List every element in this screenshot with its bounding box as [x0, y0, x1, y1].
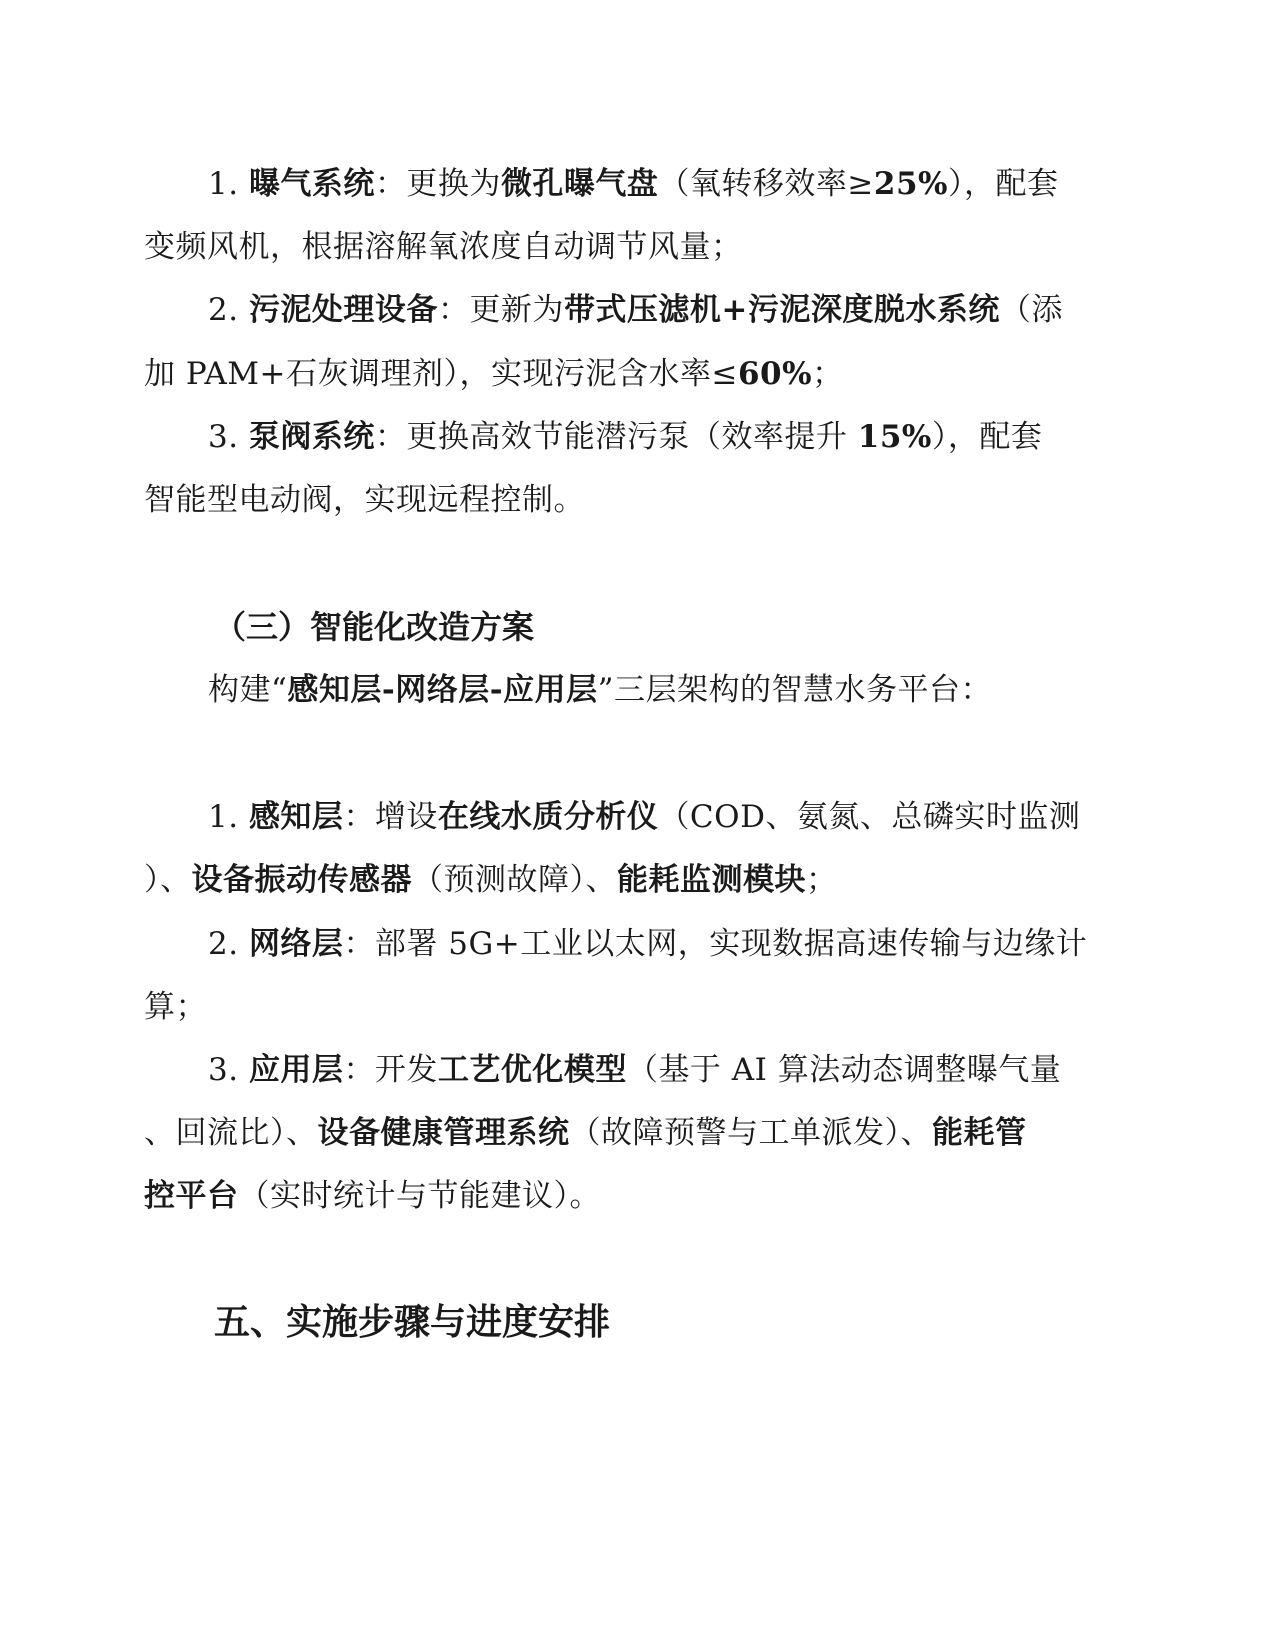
list-number: 1. — [208, 166, 249, 202]
list-number: 3. — [208, 1052, 249, 1088]
text: 、回流比）、 — [144, 1115, 318, 1151]
paragraph-application-line3 — [144, 1174, 1275, 1218]
term-aeration-system: 曝气系统 — [248, 166, 375, 202]
paragraph-aeration-line2 — [144, 225, 1275, 269]
text: ：增设 — [343, 799, 438, 835]
text: （实时统计与节能建议）。 — [238, 1178, 601, 1214]
chapter-heading: 五、实施步骤与进度安排 — [214, 1301, 611, 1343]
term-network-layer: 网络层 — [248, 926, 344, 962]
text: （预测故障）、 — [412, 862, 617, 898]
text: （氧转移效率≥ — [658, 166, 874, 202]
term-equipment-health-system: 设备健康管理系统 — [317, 1115, 570, 1151]
term-vibration-sensor: 设备振动传感器 — [191, 862, 412, 898]
text: （基于 AI 算法动态调整曝气量 — [626, 1052, 1062, 1088]
paragraph-network-line2 — [144, 985, 1275, 1029]
text: ； — [806, 862, 838, 898]
value-25-percent: 25% — [873, 166, 949, 202]
term-energy-control-part2: 控平台 — [144, 1178, 239, 1214]
term-application-layer: 应用层 — [248, 1052, 344, 1088]
value-15-percent: 15% — [857, 419, 932, 455]
text: ：部署 5G+工业以太网，实现数据高速传输与边缘计 — [343, 926, 1088, 962]
text: ：更换高效节能潜污泵（效率提升 — [374, 419, 858, 455]
text: ），配套 — [948, 166, 1059, 202]
term-microporous-diffuser: 微孔曝气盘 — [500, 166, 659, 202]
text: 算； — [144, 989, 207, 1025]
term-perception-layer: 感知层 — [248, 799, 344, 835]
paragraph-application-line2 — [144, 1111, 1275, 1155]
text: ）、 — [144, 862, 192, 898]
paragraph-perception-line1 — [208, 795, 1275, 839]
list-number: 1. — [208, 799, 249, 835]
term-three-layer-architecture: 感知层-网络层-应用层 — [287, 672, 598, 708]
paragraph-perception-line2 — [144, 858, 1275, 902]
text: 变频风机，根据溶解氧浓度自动调节风量； — [144, 229, 743, 265]
term-sludge-equipment: 污泥处理设备 — [248, 292, 438, 328]
text: 加 PAM+石灰调理剂），实现污泥含水率≤ — [144, 356, 738, 392]
term-process-optimization-model: 工艺优化模型 — [437, 1052, 627, 1088]
paragraph-network-line1 — [208, 922, 1275, 966]
text: ：更新为 — [437, 292, 564, 328]
paragraph-sludge-line2 — [144, 352, 1275, 396]
paragraph-pump-line1 — [208, 415, 1275, 459]
text: 智能型电动阀，实现远程控制。 — [144, 482, 585, 518]
text: ：开发 — [343, 1052, 438, 1088]
term-pump-valve-system: 泵阀系统 — [248, 419, 375, 455]
section-intro — [208, 668, 1275, 712]
text: （添 — [999, 292, 1063, 328]
paragraph-application-line1 — [208, 1048, 1275, 1092]
term-belt-filter-press: 带式压滤机+污泥深度脱水系统 — [563, 292, 1000, 328]
text: （COD、氨氮、总磷实时监测 — [658, 799, 1081, 835]
text: ：更换为 — [374, 166, 501, 202]
list-number: 3. — [208, 419, 249, 455]
value-60-percent: 60% — [737, 356, 813, 392]
term-water-quality-analyzer: 在线水质分析仪 — [437, 799, 659, 835]
text: ），配套 — [931, 419, 1043, 455]
text: （故障预警与工单派发）、 — [569, 1115, 932, 1151]
text: ； — [812, 356, 844, 392]
text: 构建“ — [208, 672, 288, 708]
paragraph-aeration-line1 — [208, 162, 1275, 206]
list-number: 2. — [208, 926, 249, 962]
text: ”三层架构的智慧水务平台： — [597, 672, 992, 708]
term-energy-monitoring-module: 能耗监测模块 — [617, 862, 806, 898]
section-heading: （三）智能化改造方案 — [214, 608, 535, 646]
paragraph-sludge-line1 — [208, 288, 1275, 332]
paragraph-pump-line2 — [144, 478, 1275, 522]
list-number: 2. — [208, 292, 249, 328]
term-energy-control-part1: 能耗管 — [932, 1115, 1027, 1151]
